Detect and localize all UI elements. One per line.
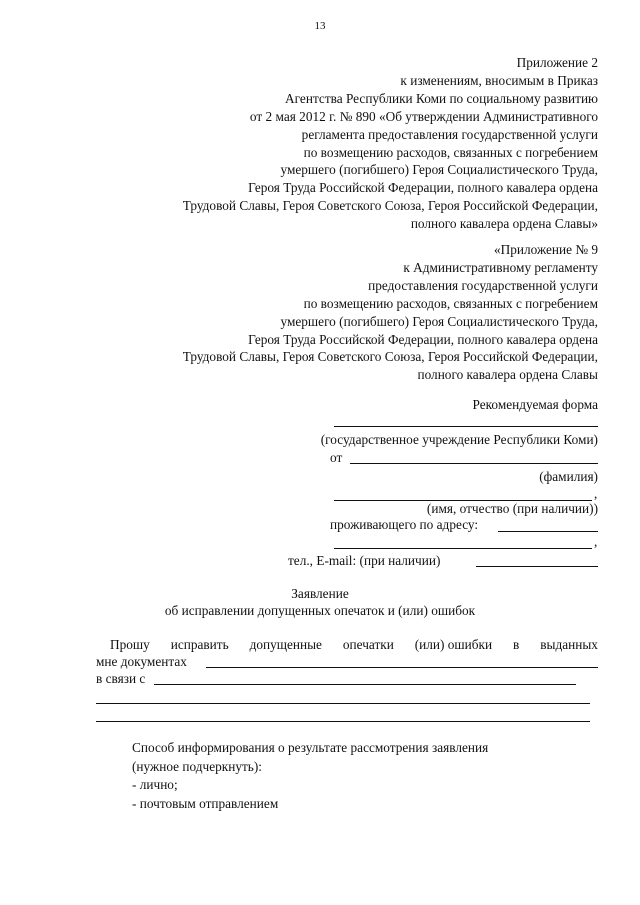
request-paragraph (96, 636, 598, 653)
appendix-9-line: умершего (погибшего) Героя Социалистического Труда, (280, 313, 598, 329)
page-number: 13 (314, 20, 326, 32)
appendix-9-line: «Приложение № 9 (494, 242, 598, 257)
reason-field-line-2[interactable] (96, 703, 590, 704)
address-field-line-2[interactable] (334, 548, 592, 549)
reason-field-line-1[interactable] (154, 684, 576, 685)
request-word: выданных (540, 637, 598, 652)
appendix-9-line: Героя Труда Российской Федерации, полного кавалера ордена (248, 331, 598, 347)
appendix-9-line: к Административному регламенту (403, 259, 598, 275)
request-first-line (96, 636, 598, 653)
reason-field-line-3[interactable] (96, 721, 590, 722)
statement-subtitle: об исправлении допущенных опечаток и (или) ошибок (164, 603, 476, 618)
address-label: проживающего по адресу: (330, 517, 479, 532)
appendix-9-header (183, 241, 598, 384)
notification-line-2: (нужное подчеркнуть): (132, 758, 262, 774)
request-word: (или) ошибки (414, 637, 493, 652)
appendix-9-line: полного кавалера ордена Славы (417, 367, 598, 383)
request-word: исправить (170, 637, 229, 652)
recommended-form-label: Рекомендуемая форма (472, 397, 598, 412)
reason-label: в связи с (96, 671, 146, 686)
institution-field-line[interactable] (334, 426, 598, 427)
request-word: допущенные (249, 637, 322, 652)
appendix-2-line: Трудовой Славы, Героя Советского Союза, Героя Российской Федерации, (182, 198, 598, 214)
from-label: от (330, 450, 343, 465)
phone-field-line[interactable] (476, 566, 598, 567)
appendix-2-line: умершего (погибшего) Героя Социалистического Труда, (280, 162, 598, 178)
request-word: в (513, 637, 520, 652)
name-caption: (имя, отчество (при наличии)) (426, 501, 598, 516)
address-field-line-1[interactable] (498, 531, 598, 532)
name-comma: , (594, 486, 598, 501)
appendix-2-line: от 2 мая 2012 г. № 890 «Об утверждении Административного (249, 108, 598, 124)
documents-label: мне документах (96, 654, 187, 669)
appendix-2-line: Агентства Республики Коми по социальному развитию (285, 90, 598, 106)
notification-option-in-person[interactable]: - лично; (132, 777, 178, 792)
institution-caption: (государственное учреждение Республики Коми) (320, 432, 598, 447)
appendix-2-line: к изменениям, вносимым в Приказ (400, 72, 598, 88)
appendix-9-line: по возмещению расходов, связанных с погребением (303, 295, 598, 311)
appendix-2-line: Приложение 2 (516, 55, 598, 70)
request-word: Прошу (110, 637, 150, 652)
appendix-9-line: предоставления государственной услуги (368, 277, 598, 293)
appendix-2-line: регламента предоставления государственной услуги (301, 126, 598, 142)
notification-block (132, 739, 488, 813)
appendix-2-line: по возмещению расходов, связанных с погребением (303, 144, 598, 160)
notification-option-post[interactable]: - почтовым отправлением (132, 795, 279, 811)
surname-field-line[interactable] (350, 463, 598, 464)
appendix-2-line: Героя Труда Российской Федерации, полного кавалера ордена (248, 180, 598, 196)
appendix-9-line: Трудовой Славы, Героя Советского Союза, Героя Российской Федерации, (182, 349, 598, 365)
request-word: опечатки (342, 637, 394, 652)
address-comma: , (594, 534, 598, 549)
appendix-2-line: полного кавалера ордена Славы» (410, 216, 598, 232)
surname-caption: (фамилия) (539, 469, 598, 484)
appendix-2-header (183, 54, 598, 233)
phone-label: тел., E-mail: (при наличии) (288, 553, 441, 568)
statement-title: Заявление (291, 586, 349, 601)
documents-field-line[interactable] (206, 667, 598, 668)
notification-line-1: Способ информирования о результате рассмотрения заявления (132, 740, 489, 755)
